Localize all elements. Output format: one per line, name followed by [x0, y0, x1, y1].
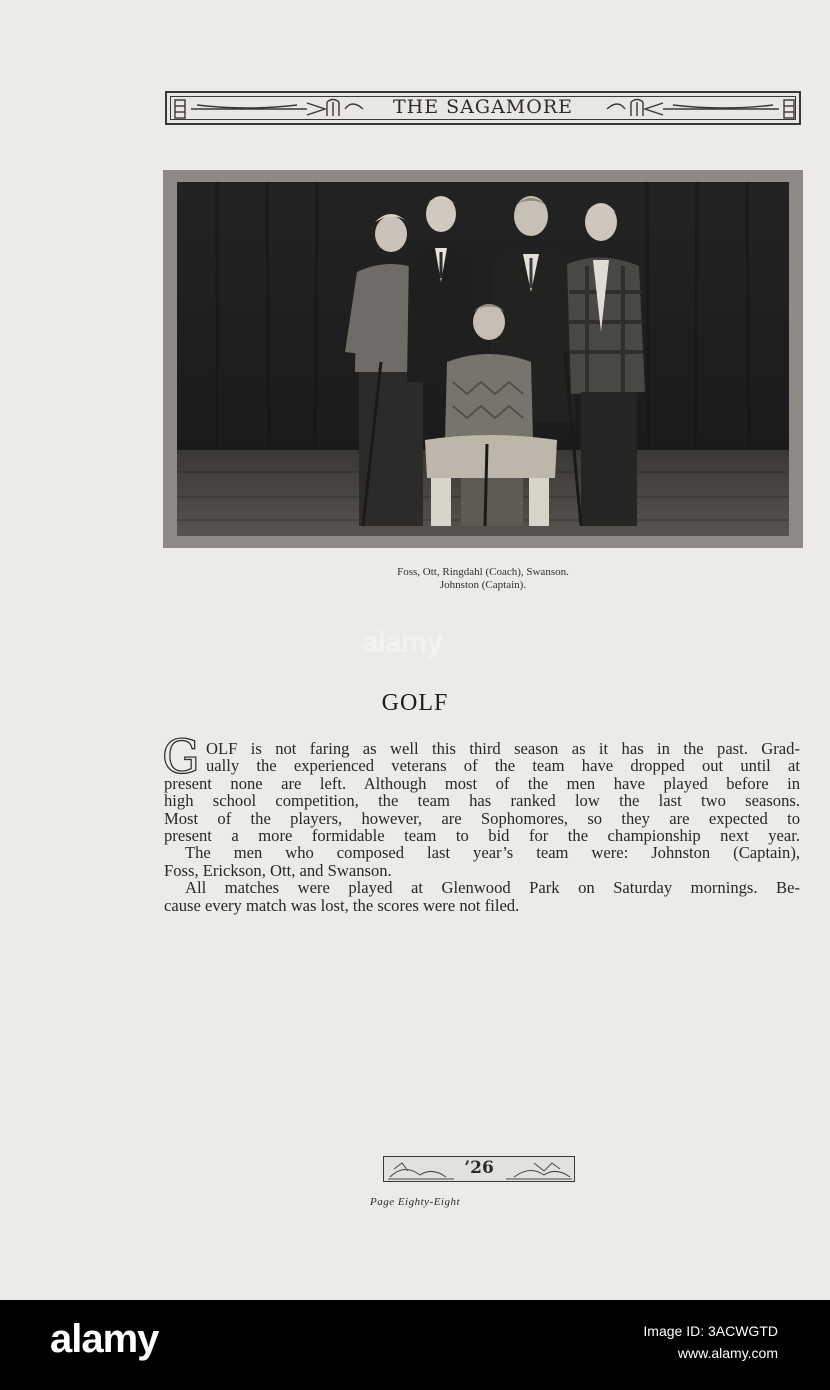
photo-frame — [163, 170, 803, 548]
article-body — [162, 730, 800, 915]
year-badge — [383, 1156, 575, 1182]
article-line: Foss, Erickson, Ott, and Swanson. — [164, 860, 392, 880]
stock-logo: alamy — [50, 1317, 159, 1361]
article-line: high school competition, the team has ranked low the last two seasons. — [164, 791, 800, 811]
team-photo — [177, 182, 789, 536]
stock-image-id: Image ID: 3ACWGTD — [643, 1323, 778, 1339]
article-line: All matches were played at Glenwood Park on Saturday mornings. Be- — [185, 878, 800, 898]
article-line: ually the experienced veterans of the team have dropped out until at — [206, 756, 800, 776]
team-photo-illustration — [177, 182, 789, 536]
article-heading: GOLF — [381, 690, 449, 716]
banner-title: THE SAGAMORE — [393, 96, 573, 118]
stock-site-url[interactable]: www.alamy.com — [677, 1345, 778, 1361]
page-number: Page Eighty-Eight — [369, 1196, 461, 1208]
article-line: The men who composed last year’s team were: Johnston (Captain), — [185, 843, 800, 863]
badge-year-text: ’26 — [464, 1158, 494, 1178]
article-line: present a more formidable team to bid for the championship next year. — [164, 826, 800, 846]
article-line: Most of the players, however, are Sophomores, so they are expected to — [164, 808, 800, 828]
stock-watermark: alamy — [362, 626, 443, 659]
article-line: present none are left. Although most of the men have played before in — [164, 773, 800, 793]
stock-footer-bar — [0, 1300, 830, 1390]
article-line: cause every match was lost, the scores were not filed. — [164, 895, 520, 915]
header-banner — [165, 91, 801, 125]
photo-caption-line-1: Foss, Ott, Ringdahl (Coach), Swanson. — [397, 566, 569, 578]
dropcap-letter: G — [162, 730, 200, 785]
photo-caption-line-2: Johnston (Captain). — [439, 579, 527, 591]
article-line: OLF is not faring as well this third season as it has in the past. Grad- — [206, 739, 800, 758]
stock-image-info — [643, 1320, 778, 1364]
